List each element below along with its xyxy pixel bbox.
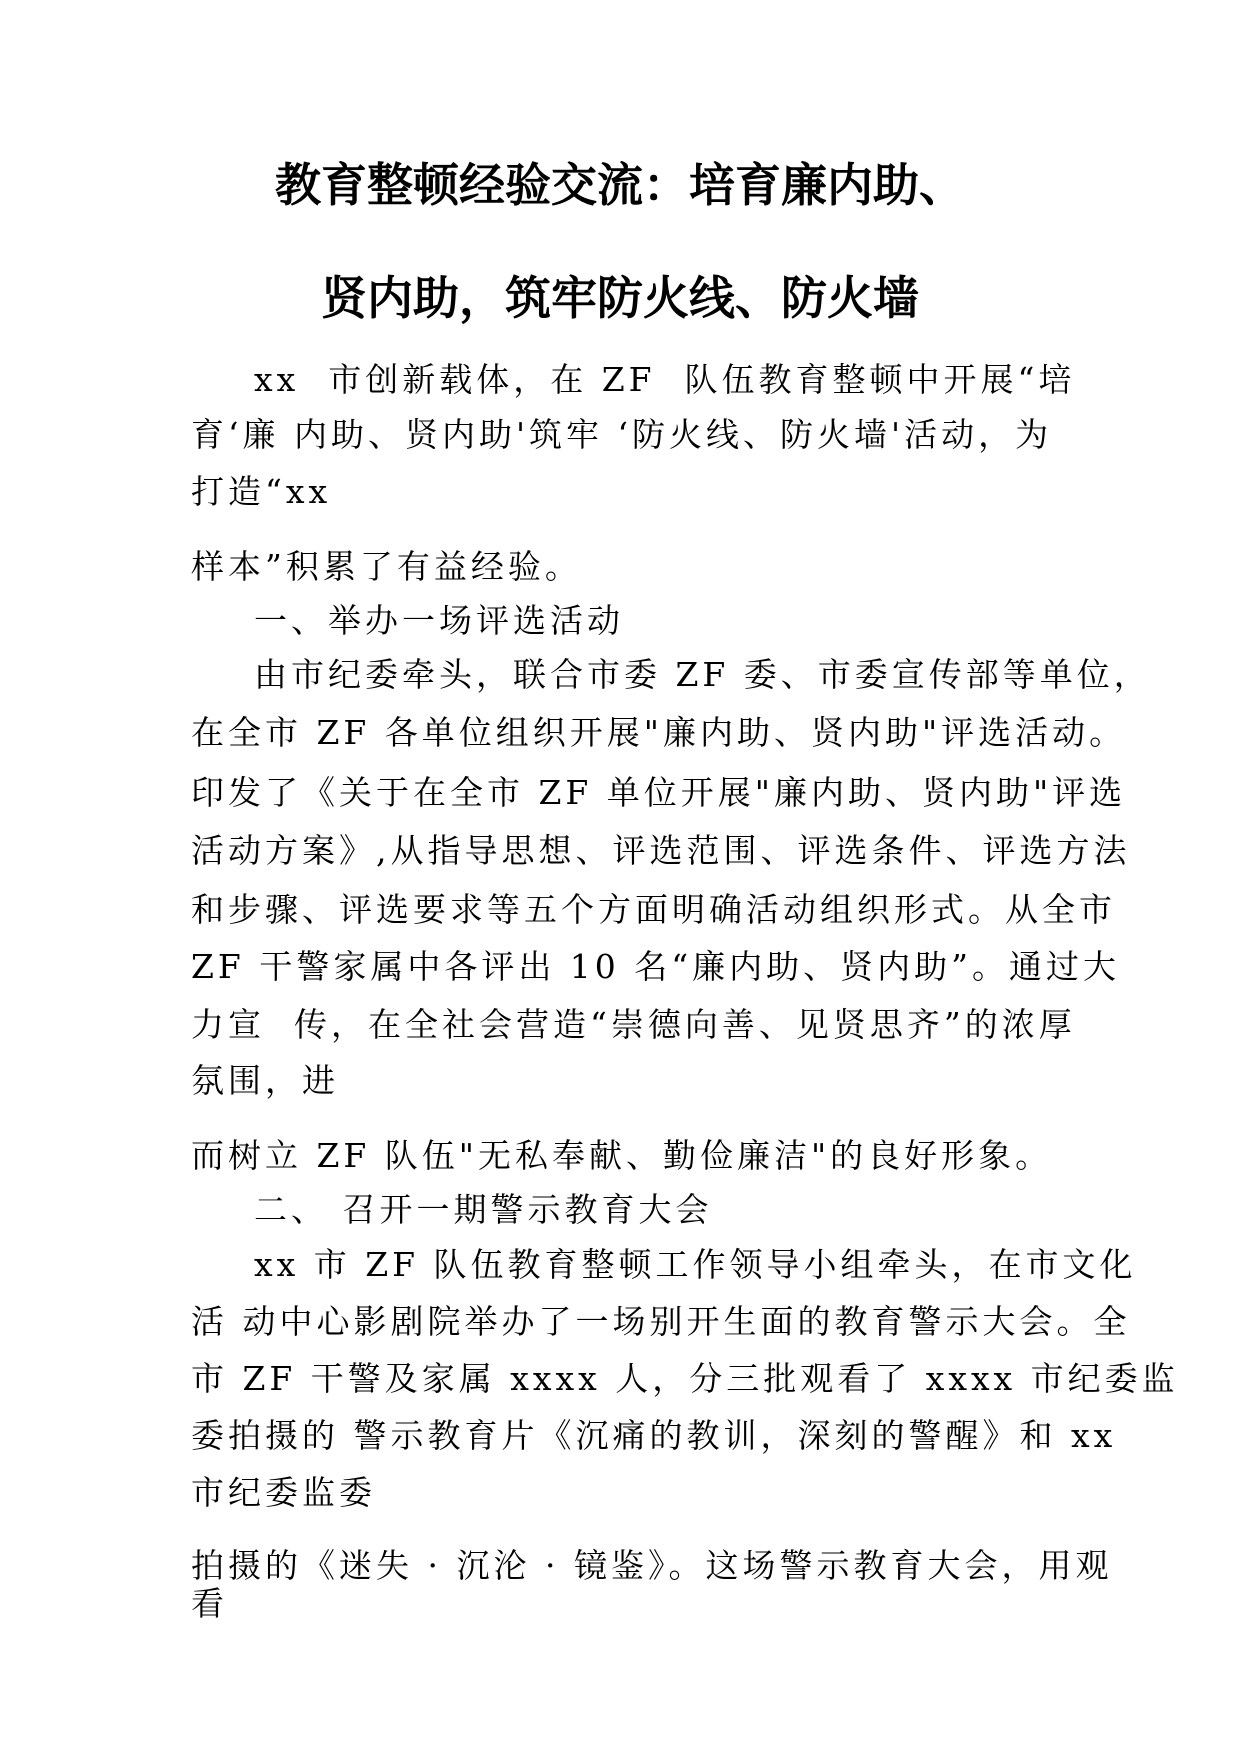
- paragraph-line: 由市纪委牵头，联合市委 ZF 委、市委宣传部等单位，: [254, 655, 1151, 694]
- paragraph-line: 活 动中心影剧院举办了一场别开生面的教育警示大会。全: [191, 1302, 1131, 1341]
- paragraph-line: 委拍摄的 警示教育片《沉痛的教训，深刻的警醒》和 xx: [191, 1416, 1117, 1455]
- paragraph-line: 育‘廉 内助、贤内助'筑牢 ‘防火线、防火墙'活动，为: [191, 415, 1053, 454]
- section-heading-1: 一、举办一场评选活动: [254, 601, 624, 640]
- paragraph-line: 看: [191, 1584, 228, 1623]
- paragraph-line: ZF 干警家属中各评出 10 名“廉内助、贤内助”。通过大: [191, 947, 1121, 986]
- paragraph-line: 打造“xx: [191, 472, 332, 511]
- paragraph-line: 而树立 ZF 队伍"无私奉献、勤俭廉洁"的良好形象。: [191, 1136, 1053, 1175]
- paragraph-line: 拍摄的《迷失 · 沉沦 · 镜鉴》。这场警示教育大会，用观: [191, 1546, 1113, 1585]
- section-heading-2: 二、 召开一期警示教育大会: [254, 1190, 713, 1229]
- paragraph-line: 氛围，进: [191, 1061, 339, 1100]
- paragraph-line: 市 ZF 干警及家属 xxxx 人，分三批观看了 xxxx 市纪委监: [191, 1359, 1179, 1398]
- paragraph-line: xx 市 ZF 队伍教育整顿工作领导小组牵头，在市文化: [254, 1245, 1137, 1284]
- paragraph-line: 市纪委监委: [191, 1473, 376, 1512]
- paragraph-line: 力宣 传，在全社会营造“崇德向善、见贤思齐”的浓厚: [191, 1005, 1076, 1044]
- document-title-line-1: 教育整顿经验交流：培育廉内助、: [275, 158, 965, 212]
- document-title-line-2: 贤内助，筑牢防火线、防火墙: [321, 271, 919, 325]
- paragraph-line: 样本”积累了有益经验。: [191, 547, 582, 586]
- paragraph-line: 活动方案》,从指导思想、评选范围、评选条件、评选方法: [191, 831, 1131, 870]
- paragraph-line: 印发了《关于在全市 ZF 单位开展"廉内助、贤内助"评选: [191, 773, 1127, 812]
- paragraph-line: 和步骤、评选要求等五个方面明确活动组织形式。从全市: [191, 890, 1116, 929]
- paragraph-line: 在全市 ZF 各单位组织开展"廉内助、贤内助"评选活动。: [191, 713, 1127, 752]
- paragraph-line: xx 市创新载体，在 ZF 队伍教育整顿中开展“培: [254, 360, 1076, 399]
